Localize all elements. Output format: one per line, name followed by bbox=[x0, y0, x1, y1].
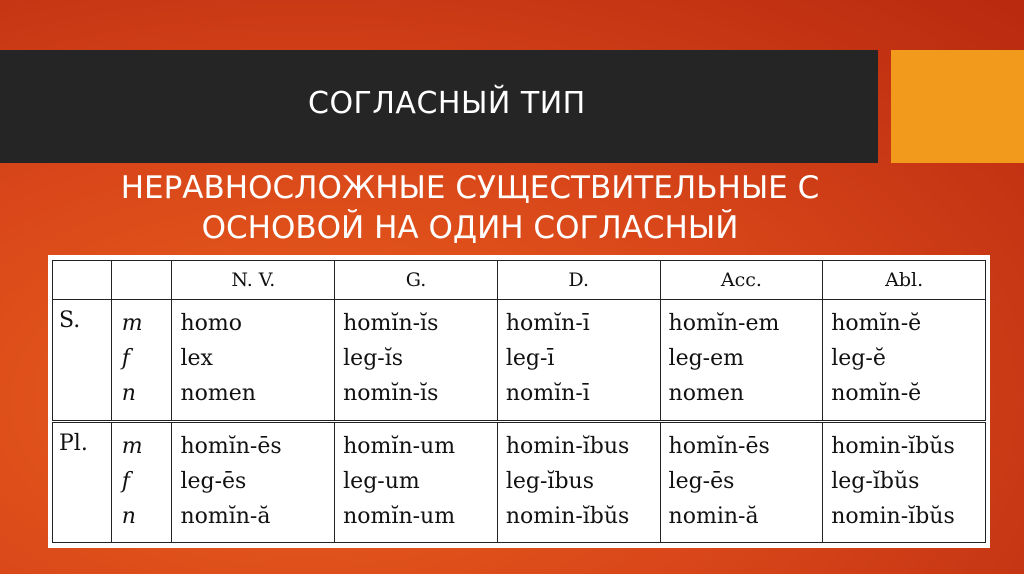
form-cell-abl bbox=[823, 300, 986, 422]
form: homĭn-ī bbox=[505, 311, 590, 336]
form-cell-nv bbox=[172, 300, 335, 422]
gender-n: n bbox=[121, 381, 136, 406]
form-cell-abl bbox=[823, 421, 986, 543]
form: nomĭn-ī bbox=[505, 381, 590, 406]
singular-row bbox=[53, 300, 986, 422]
declension-table-wrapper bbox=[48, 255, 990, 548]
gender-cell bbox=[111, 300, 172, 422]
form: leg-em bbox=[668, 346, 744, 371]
form-cell-g bbox=[335, 300, 498, 422]
gender-n: n bbox=[121, 503, 136, 529]
header-gender bbox=[111, 261, 172, 300]
header-ablative: Abl. bbox=[823, 261, 986, 300]
header-accusative: Acc. bbox=[660, 261, 823, 300]
form: homo bbox=[180, 311, 242, 336]
gender-f: f bbox=[121, 468, 130, 494]
gender-m: m bbox=[121, 433, 143, 459]
form: homin-ĭbus bbox=[505, 433, 630, 459]
slide-title: СОГЛАСНЫЙ ТИП bbox=[308, 86, 586, 121]
form-cell-acc bbox=[660, 300, 823, 422]
form: leg-ĕ bbox=[831, 346, 886, 371]
form: nomĭn-ă bbox=[180, 503, 271, 529]
header-genitive: G. bbox=[335, 261, 498, 300]
gender-f: f bbox=[121, 346, 130, 371]
gender-cell bbox=[111, 421, 172, 543]
number-label: Pl. bbox=[53, 421, 112, 543]
slide-subtitle bbox=[110, 168, 830, 248]
form: nomin-ă bbox=[668, 503, 759, 529]
subtitle-line-1: НЕРАВНОСЛОЖНЫЕ СУЩЕСТВИТЕЛЬНЫЕ С bbox=[120, 170, 820, 206]
form-cell-d bbox=[497, 421, 660, 543]
header-row bbox=[53, 261, 986, 300]
form: leg-ī bbox=[505, 346, 555, 371]
subtitle-line-2: ОСНОВОЙ НА ОДИН СОГЛАСНЫЙ bbox=[201, 210, 739, 246]
gender-m: m bbox=[121, 311, 143, 336]
form: homĭn-ĕ bbox=[831, 311, 922, 336]
form: nomĭn-ĭs bbox=[343, 381, 439, 406]
form: nomĭn-um bbox=[343, 503, 456, 529]
form-cell-d bbox=[497, 300, 660, 422]
form: leg-ĭbus bbox=[505, 468, 594, 494]
form: leg-ēs bbox=[668, 468, 735, 494]
form: nomin-ĭbŭs bbox=[505, 503, 630, 529]
form: homĭn-ēs bbox=[180, 433, 282, 459]
form: homĭn-um bbox=[343, 433, 456, 459]
form: leg-ēs bbox=[180, 468, 247, 494]
header-dative: D. bbox=[497, 261, 660, 300]
header-nominative: N. V. bbox=[172, 261, 335, 300]
form: homĭn-ĭs bbox=[343, 311, 439, 336]
form: homin-ĭbŭs bbox=[831, 433, 955, 459]
form: homĭn-ēs bbox=[668, 433, 770, 459]
form: nomen bbox=[668, 381, 745, 406]
form: leg-um bbox=[343, 468, 420, 494]
form-cell-g bbox=[335, 421, 498, 543]
form-cell-acc bbox=[660, 421, 823, 543]
declension-table bbox=[52, 260, 986, 543]
form: nomin-ĭbŭs bbox=[831, 503, 955, 529]
form: nomen bbox=[180, 381, 256, 406]
accent-box bbox=[891, 50, 1024, 163]
form-cell-nv bbox=[172, 421, 335, 543]
form: homĭn-em bbox=[668, 311, 780, 336]
form: leg-ĭs bbox=[343, 346, 404, 371]
number-label: S. bbox=[53, 300, 112, 422]
header-number bbox=[53, 261, 112, 300]
form: lex bbox=[180, 346, 213, 371]
form: nomĭn-ĕ bbox=[831, 381, 922, 406]
plural-row bbox=[53, 421, 986, 543]
form: leg-ĭbŭs bbox=[831, 468, 920, 494]
